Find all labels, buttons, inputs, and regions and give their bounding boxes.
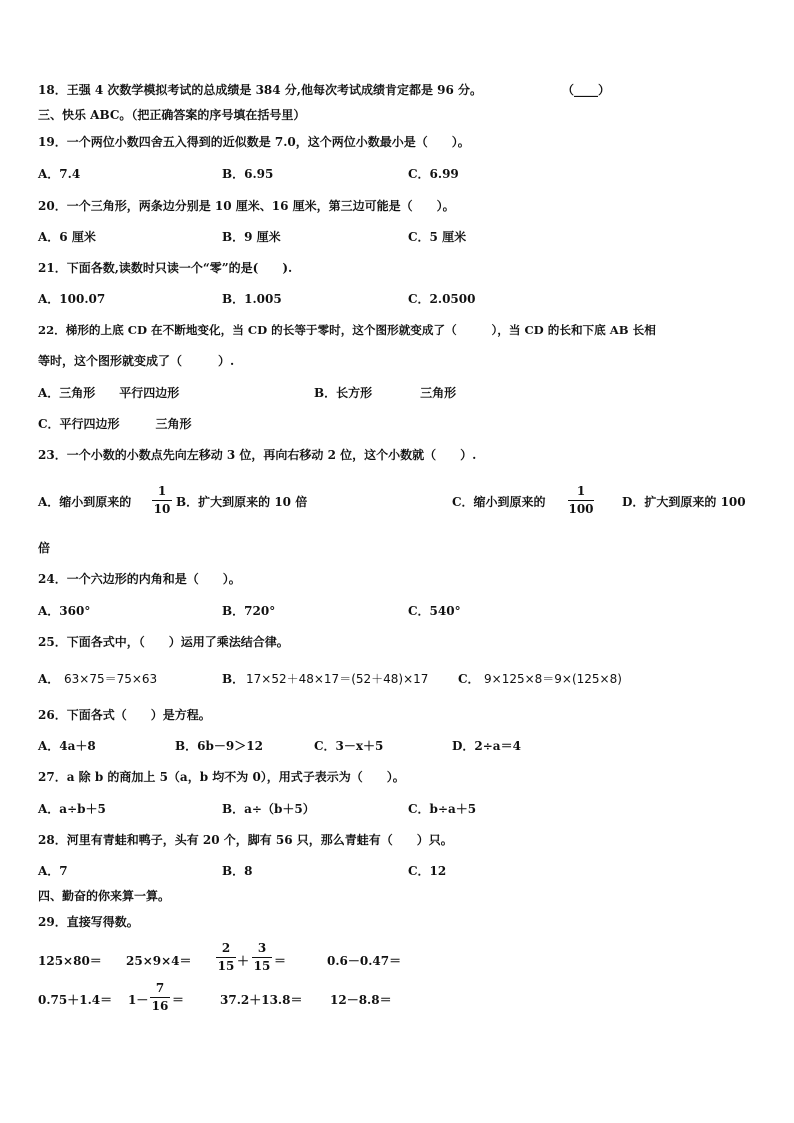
option-b[interactable]: B．9 厘米 bbox=[222, 230, 281, 244]
question-22-line-1: 22．梯形的上底 CD 在不断地变化，当 CD 的长等于零时，这个图形就变成了（ ），当 CD 的长和下底 AB 长相 bbox=[38, 323, 656, 337]
option-c[interactable]: C．平行四边形 三角形 bbox=[38, 417, 192, 431]
question-19: 19．一个两位小数四舍五入得到的近似数是 7.0，这个两位小数最小是（ ）。 bbox=[38, 135, 470, 149]
fraction-two-fifteenths bbox=[214, 941, 238, 974]
fraction-one-hundredth bbox=[566, 484, 596, 517]
option-c-formula[interactable]: 9×125×8＝9×(125×8) bbox=[484, 672, 622, 686]
numerator: 1 bbox=[576, 484, 586, 498]
question-24: 24．一个六边形的内角和是（ ）。 bbox=[38, 572, 241, 586]
option-b[interactable]: B．1.005 bbox=[222, 292, 282, 306]
option-a[interactable]: A．7 bbox=[38, 864, 68, 878]
fraction-bar bbox=[216, 957, 236, 958]
option-c[interactable]: C．2.0500 bbox=[408, 292, 476, 306]
question-26: 26．下面各式（ ）是方程。 bbox=[38, 708, 211, 722]
option-c[interactable]: C．b÷a＋5 bbox=[408, 802, 477, 816]
question-22-line-2: 等时，这个图形就变成了（ ）. bbox=[38, 354, 235, 368]
option-c[interactable]: C．12 bbox=[408, 864, 447, 878]
option-c-label[interactable]: C． bbox=[458, 672, 480, 686]
denominator: 15 bbox=[253, 959, 271, 973]
calc-item[interactable]: 0.75＋1.4＝ bbox=[38, 993, 113, 1007]
option-b[interactable]: B．a÷（b＋5） bbox=[222, 802, 315, 816]
calc-item[interactable]: 125×80＝ bbox=[38, 954, 102, 968]
option-a[interactable]: A．6 厘米 bbox=[38, 230, 96, 244]
option-c[interactable]: C．540° bbox=[408, 604, 461, 618]
option-a-formula[interactable]: 63×75＝75×63 bbox=[64, 672, 158, 686]
option-b[interactable]: B．6b－9＞12 bbox=[175, 739, 263, 753]
denominator: 100 bbox=[568, 502, 594, 516]
fraction-three-fifteenths bbox=[250, 941, 274, 974]
section-heading-4: 四、勤奋的你来算一算。 bbox=[38, 889, 171, 903]
fraction-one-tenth bbox=[150, 484, 174, 517]
numerator: 3 bbox=[257, 941, 267, 955]
denominator: 15 bbox=[217, 959, 235, 973]
option-a[interactable]: A．三角形 平行四边形 bbox=[38, 386, 180, 400]
option-c[interactable]: C．3－x＋5 bbox=[314, 739, 384, 753]
question-23: 23．一个小数的小数点先向左移动 3 位，再向右移动 2 位，这个小数就（ ）. bbox=[38, 448, 477, 462]
question-20: 20．一个三角形，两条边分别是 10 厘米、16 厘米，第三边可能是（ ）。 bbox=[38, 199, 455, 213]
one-minus: 1－ bbox=[128, 993, 149, 1007]
option-d[interactable]: D．2÷a＝4 bbox=[452, 739, 521, 753]
answer-blank[interactable]: （____） bbox=[562, 83, 611, 97]
section-heading-3: 三、快乐 ABC。（把正确答案的序号填在括号里） bbox=[38, 108, 306, 122]
option-d-continued: 倍 bbox=[38, 541, 51, 555]
equals-sign[interactable]: ＝ bbox=[274, 954, 287, 968]
numerator: 7 bbox=[155, 981, 165, 995]
option-b[interactable]: B．8 bbox=[222, 864, 253, 878]
denominator: 10 bbox=[153, 502, 171, 516]
option-c[interactable]: C．5 厘米 bbox=[408, 230, 467, 244]
fraction-bar bbox=[152, 500, 172, 501]
calc-item[interactable]: 25×9×4＝ bbox=[126, 954, 192, 968]
option-c[interactable]: C．6.99 bbox=[408, 167, 459, 181]
option-a[interactable]: A．360° bbox=[38, 604, 91, 618]
option-d[interactable]: D．扩大到原来的 100 bbox=[622, 495, 746, 509]
calc-item[interactable]: 37.2＋13.8＝ bbox=[220, 993, 303, 1007]
question-28: 28．河里有青蛙和鸭子，头有 20 个，脚有 56 只，那么青蛙有（ ）只。 bbox=[38, 833, 453, 847]
option-b-label[interactable]: B． bbox=[222, 672, 245, 686]
calc-item[interactable]: 0.6－0.47＝ bbox=[327, 954, 402, 968]
plus-sign: ＋ bbox=[237, 954, 250, 968]
option-a[interactable]: A．缩小到原来的 bbox=[38, 495, 132, 509]
question-25: 25．下面各式中，（ ）运用了乘法结合律。 bbox=[38, 635, 289, 649]
option-a[interactable]: A．100.07 bbox=[38, 292, 106, 306]
option-b[interactable]: B．6.95 bbox=[222, 167, 274, 181]
calc-item[interactable]: 12－8.8＝ bbox=[330, 993, 392, 1007]
denominator: 16 bbox=[151, 999, 169, 1013]
fraction-seven-sixteenths bbox=[148, 981, 172, 1014]
numerator: 1 bbox=[157, 484, 167, 498]
option-a[interactable]: A．7.4 bbox=[38, 167, 81, 181]
option-a[interactable]: A．4a＋8 bbox=[38, 739, 96, 753]
option-a[interactable]: A．a÷b＋5 bbox=[38, 802, 106, 816]
fraction-bar bbox=[568, 500, 594, 501]
fraction-bar bbox=[252, 957, 272, 958]
option-b[interactable]: B．长方形 三角形 bbox=[314, 386, 457, 400]
option-c[interactable]: C．缩小到原来的 bbox=[452, 495, 546, 509]
question-21: 21．下面各数,读数时只读一个“零”的是( ). bbox=[38, 261, 293, 275]
option-b-formula[interactable]: 17×52＋48×17＝(52＋48)×17 bbox=[246, 672, 429, 686]
question-29: 29．直接写得数。 bbox=[38, 915, 139, 929]
fraction-bar bbox=[150, 997, 170, 998]
numerator: 2 bbox=[221, 941, 231, 955]
option-b[interactable]: B．扩大到原来的 10 倍 bbox=[176, 495, 308, 509]
equals-sign[interactable]: ＝ bbox=[172, 993, 185, 1007]
option-a-label[interactable]: A． bbox=[38, 672, 60, 686]
question-27: 27．a 除 b 的商加上 5（a，b 均不为 0），用式子表示为（ ）。 bbox=[38, 770, 405, 784]
option-b[interactable]: B．720° bbox=[222, 604, 276, 618]
question-18: 18．王强 4 次数学模拟考试的总成绩是 384 分,他每次考试成绩肯定都是 96 分。 bbox=[38, 83, 483, 97]
